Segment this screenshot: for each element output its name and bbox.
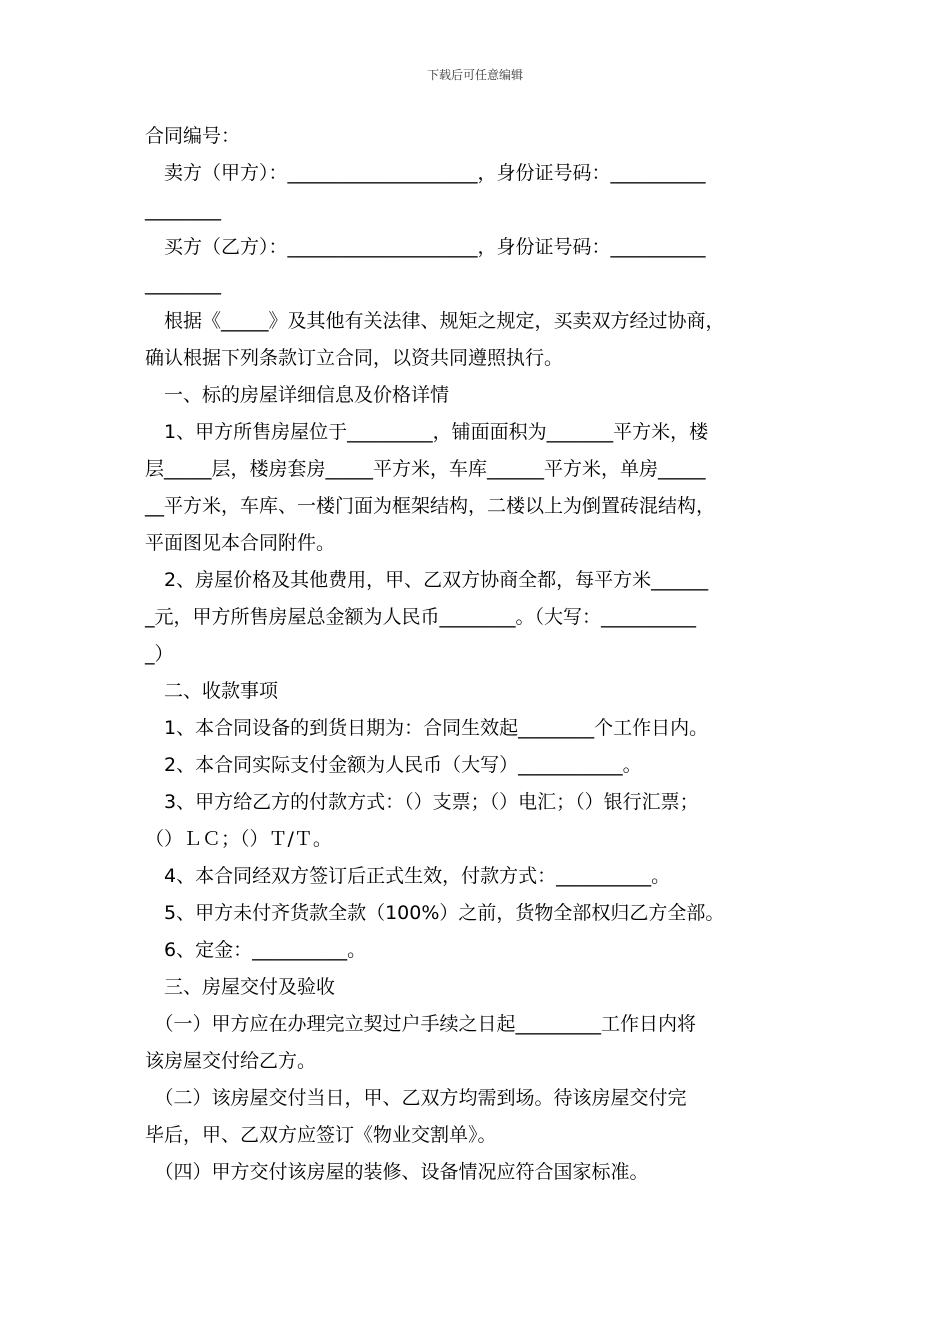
clause-1-1-cont: 层_____层，楼房套房_____平方米，车库______平方米，单房_____ xyxy=(145,458,706,480)
clause-3-1: （一）甲方应在办理完立契过户手续之日起_________工作日内将 xyxy=(145,1013,697,1035)
clause-1-2-cont: _元，甲方所售房屋总金额为人民币________。（大写：__________ xyxy=(145,606,697,628)
clause-2-1: 1、本合同设备的到货日期为：合同生效起________个工作日内。 xyxy=(145,717,709,739)
clause-2-5: 5、甲方未付齐货款全款（100%）之前，货物全部权归乙方全部。 xyxy=(145,902,725,924)
clause-1-2: 2、房屋价格及其他费用，甲、乙双方协商全都，每平方米______ xyxy=(145,569,709,591)
clause-3-2: （二）该房屋交付当日，甲、乙双方均需到场。待该房屋交付完 xyxy=(145,1087,687,1109)
section-1-title: 一、标的房屋详细信息及价格详情 xyxy=(145,384,450,406)
basis-line: 根据《_____》及其他有关法律、规矩之规定，买卖双方经过协商， xyxy=(145,310,725,332)
clause-3-4: （四）甲方交付该房屋的装修、设备情况应符合国家标准。 xyxy=(145,1161,649,1183)
clause-3-1-cont: 该房屋交付给乙方。 xyxy=(145,1050,317,1072)
clause-1-2-cont: _） xyxy=(145,643,174,665)
seller-line-cont: ________ xyxy=(145,199,221,221)
clause-2-3: 3、甲方给乙方的付款方式：（）支票；（）电汇；（）银行汇票； xyxy=(145,791,699,813)
section-3-title: 三、房屋交付及验收 xyxy=(145,976,336,998)
contract-body xyxy=(145,118,825,1191)
basis-line-cont: 确认根据下列条款订立合同，以资共同遵照执行。 xyxy=(145,347,564,369)
clause-1-1-cont: __平方米，车库、一楼门面为框架结构，二楼以上为倒置砖混结构， xyxy=(145,495,716,517)
buyer-line-cont: ________ xyxy=(145,273,221,295)
clause-2-2: 2、本合同实际支付金额为人民币（大写）___________。 xyxy=(145,754,642,776)
clause-2-6: 6、定金：__________。 xyxy=(145,939,367,961)
buyer-line: 买方（乙方）：____________________，身份证号码：__________ xyxy=(145,236,706,258)
section-2-title: 二、收款事项 xyxy=(145,680,279,702)
seller-line: 卖方（甲方）：____________________，身份证号码：__________ xyxy=(145,162,706,184)
clause-1-1: 1、甲方所售房屋位于_________，铺面面积为_______平方米，楼 xyxy=(145,421,709,443)
contract-number-label: 合同编号： xyxy=(145,125,241,147)
clause-3-2-cont: 毕后，甲、乙双方应签订《物业交割单》。 xyxy=(145,1124,497,1146)
clause-2-4: 4、本合同经双方签订后正式生效，付款方式：__________。 xyxy=(145,865,671,887)
page-header: 下载后可任意编辑 xyxy=(426,68,523,82)
clause-1-1-cont: 平面图见本合同附件。 xyxy=(145,532,336,554)
clause-2-3-cont: （）ＬＣ；（）Ｔ/Ｔ。 xyxy=(145,828,332,850)
